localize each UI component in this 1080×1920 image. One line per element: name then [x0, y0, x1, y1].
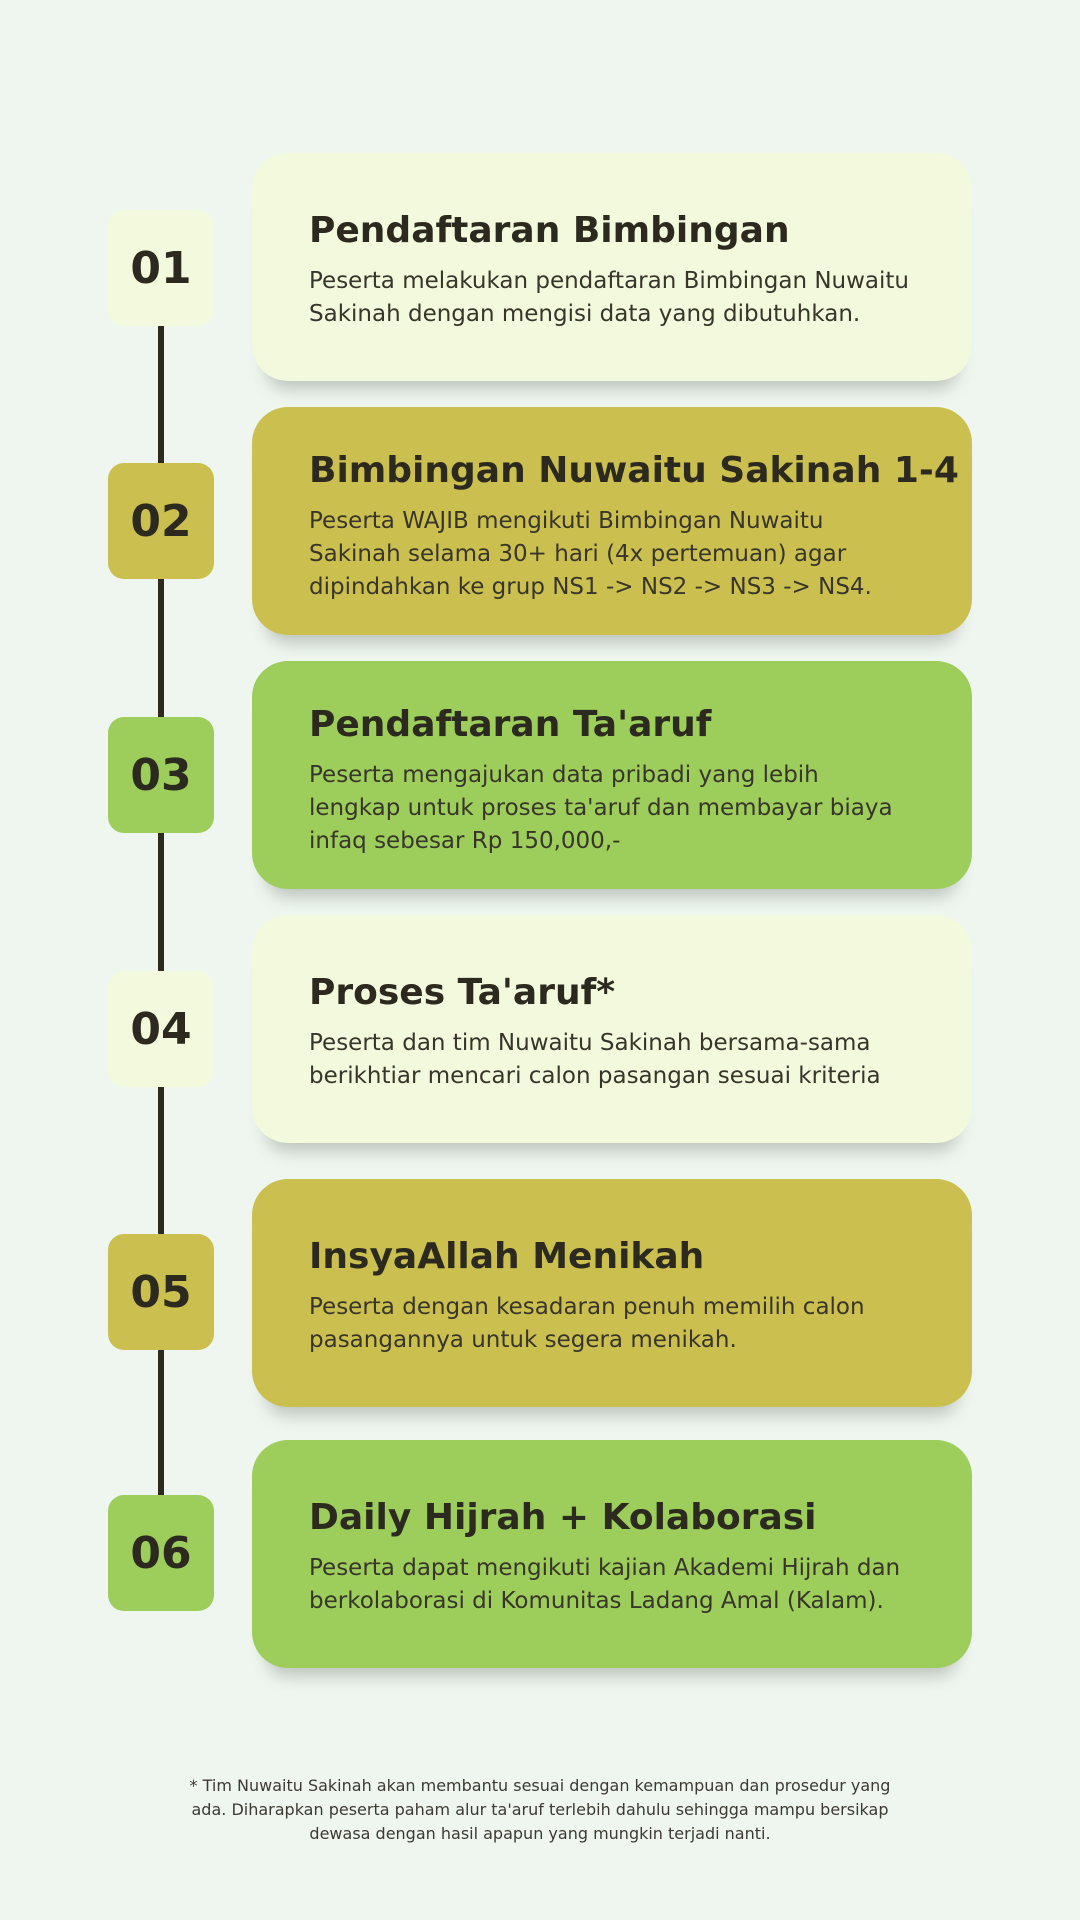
step-title: Bimbingan Nuwaitu Sakinah 1-4: [309, 450, 959, 491]
step-card: [252, 153, 972, 381]
step-number-badge: 04: [108, 971, 214, 1087]
step-description: Peserta melakukan pendaftaran Bimbingan Nuwaitu Sakinah dengan mengisi data yang dibutuhkan.: [309, 268, 909, 327]
step-card: [252, 1440, 972, 1668]
step-title: Proses Ta'aruf*: [309, 972, 616, 1013]
step-title: InsyaAllah Menikah: [309, 1236, 705, 1277]
step-description: Peserta mengajukan data pribadi yang lebih lengkap untuk proses ta'aruf dan membayar biaya infaq sebesar Rp 150,000,-: [309, 762, 893, 854]
step-number-badge: 01: [108, 210, 214, 326]
step-number-badge: 05: [108, 1234, 214, 1350]
step-title: Daily Hijrah + Kolaborasi: [309, 1497, 817, 1538]
step-card: [252, 407, 972, 635]
step-card: [252, 661, 972, 889]
step-title: Pendaftaran Ta'aruf: [309, 704, 712, 745]
step-description: Peserta dengan kesadaran penuh memilih calon pasangannya untuk segera menikah.: [309, 1294, 865, 1353]
step-card: [252, 915, 972, 1143]
step-description: Peserta WAJIB mengikuti Bimbingan Nuwaitu Sakinah selama 30+ hari (4x pertemuan) agar dipindahkan ke grup NS1 -> NS2 -> NS3 -> NS4.: [309, 508, 872, 600]
step-number-badge: 03: [108, 717, 214, 833]
step-description: Peserta dapat mengikuti kajian Akademi Hijrah dan berkolaborasi di Komunitas Ladang Amal (Kalam).: [309, 1555, 901, 1614]
step-description: Peserta dan tim Nuwaitu Sakinah bersama-sama berikhtiar mencari calon pasangan sesuai kriteria: [309, 1030, 881, 1089]
footnote: * Tim Nuwaitu Sakinah akan membantu sesuai dengan kemampuan dan prosedur yang ada. Diharapkan peserta paham alur ta'aruf terlebih dahulu sehingga mampu bersikap dewasa dengan hasil apapun yang mungkin terjadi nanti.: [189, 1776, 891, 1843]
step-number-badge: 06: [108, 1495, 214, 1611]
step-number-badge: 02: [108, 463, 214, 579]
step-title: Pendaftaran Bimbingan: [309, 210, 790, 251]
step-card: [252, 1179, 972, 1407]
